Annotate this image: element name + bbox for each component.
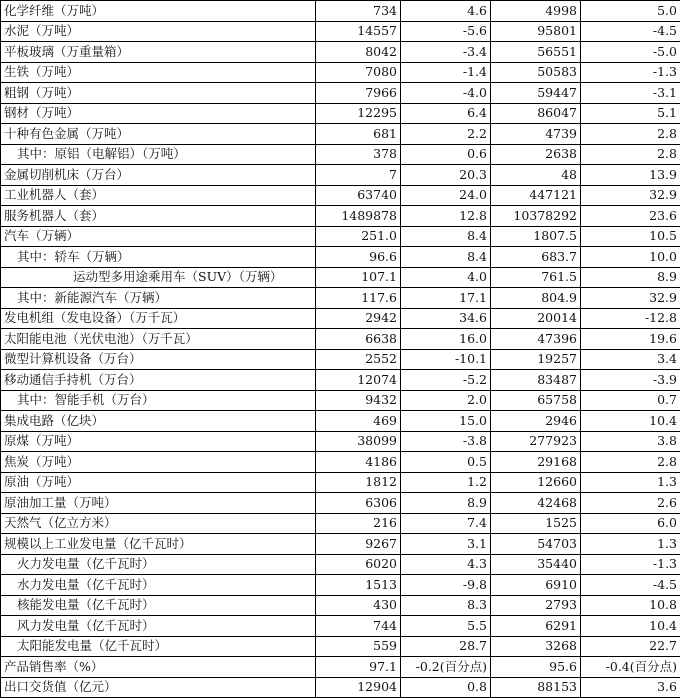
table-row [1, 62, 680, 83]
cumulative-output-cell: 277923 [491, 431, 581, 452]
month-output-cell: 7080 [316, 62, 401, 83]
month-growth-cell: 8.4 [401, 247, 491, 268]
cumulative-growth-cell: 6.0 [581, 513, 680, 534]
product-name-cell: 产品销售率（%） [1, 657, 316, 678]
month-output-cell: 251.0 [316, 226, 401, 247]
month-growth-cell: 0.6 [401, 144, 491, 165]
product-name-cell: 出口交货值（亿元） [1, 677, 316, 698]
product-name-cell: 集成电路（亿块） [1, 411, 316, 432]
month-growth-cell: 8.9 [401, 493, 491, 514]
cumulative-growth-cell: 32.9 [581, 288, 680, 309]
month-growth-cell: 8.4 [401, 226, 491, 247]
cumulative-growth-cell: 1.3 [581, 472, 680, 493]
cumulative-growth-cell: 2.6 [581, 493, 680, 514]
month-output-cell: 6020 [316, 554, 401, 575]
month-growth-cell: 4.3 [401, 554, 491, 575]
table-row [1, 247, 680, 268]
product-name-cell: 化学纤维（万吨） [1, 1, 316, 22]
product-name-cell: 平板玻璃（万重量箱） [1, 42, 316, 63]
table-row [1, 657, 680, 678]
month-output-cell: 96.6 [316, 247, 401, 268]
table-row [1, 165, 680, 186]
product-name-cell: 其中：轿车（万辆） [1, 247, 316, 268]
month-output-cell: 6306 [316, 493, 401, 514]
month-output-cell: 216 [316, 513, 401, 534]
table-row [1, 124, 680, 145]
month-growth-cell: 0.8 [401, 677, 491, 698]
cumulative-growth-cell: -4.5 [581, 575, 680, 596]
cumulative-output-cell: 4998 [491, 1, 581, 22]
table-body [1, 1, 680, 698]
table-row [1, 1, 680, 22]
product-name-cell: 水力发电量（亿千瓦时） [1, 575, 316, 596]
table-row [1, 575, 680, 596]
table-row [1, 431, 680, 452]
month-growth-cell: -9.8 [401, 575, 491, 596]
month-growth-cell: 6.4 [401, 103, 491, 124]
product-name-cell: 金属切削机床（万台） [1, 165, 316, 186]
product-name-cell: 工业机器人（套） [1, 185, 316, 206]
cumulative-output-cell: 761.5 [491, 267, 581, 288]
cumulative-output-cell: 2793 [491, 595, 581, 616]
month-output-cell: 7966 [316, 83, 401, 104]
cumulative-growth-cell: 13.9 [581, 165, 680, 186]
month-growth-cell: 2.2 [401, 124, 491, 145]
cumulative-growth-cell: 3.6 [581, 677, 680, 698]
product-name-cell: 微型计算机设备（万台） [1, 349, 316, 370]
month-output-cell: 1489878 [316, 206, 401, 227]
month-growth-cell: 12.8 [401, 206, 491, 227]
month-output-cell: 63740 [316, 185, 401, 206]
product-name-cell: 运动型多用途乘用车（SUV）（万辆） [1, 267, 316, 288]
month-growth-cell: 2.0 [401, 390, 491, 411]
table-row [1, 493, 680, 514]
month-output-cell: 97.1 [316, 657, 401, 678]
table-row [1, 329, 680, 350]
cumulative-growth-cell: -12.8 [581, 308, 680, 329]
month-output-cell: 6638 [316, 329, 401, 350]
cumulative-output-cell: 86047 [491, 103, 581, 124]
cumulative-output-cell: 2638 [491, 144, 581, 165]
cumulative-output-cell: 10378292 [491, 206, 581, 227]
month-output-cell: 469 [316, 411, 401, 432]
month-growth-cell: 4.0 [401, 267, 491, 288]
month-output-cell: 107.1 [316, 267, 401, 288]
month-growth-cell: 1.2 [401, 472, 491, 493]
month-output-cell: 2942 [316, 308, 401, 329]
cumulative-growth-cell: 10.4 [581, 616, 680, 637]
cumulative-growth-cell: 3.4 [581, 349, 680, 370]
month-growth-cell: 4.6 [401, 1, 491, 22]
month-output-cell: 38099 [316, 431, 401, 452]
month-growth-cell: 20.3 [401, 165, 491, 186]
cumulative-growth-cell: 8.9 [581, 267, 680, 288]
table-row [1, 206, 680, 227]
table-row [1, 390, 680, 411]
product-name-cell: 生铁（万吨） [1, 62, 316, 83]
cumulative-output-cell: 35440 [491, 554, 581, 575]
cumulative-growth-cell: 0.7 [581, 390, 680, 411]
table-row [1, 554, 680, 575]
cumulative-growth-cell: -0.4(百分点) [581, 657, 680, 678]
cumulative-growth-cell: 2.8 [581, 452, 680, 473]
cumulative-growth-cell: 22.7 [581, 636, 680, 657]
product-name-cell: 其中：智能手机（万台） [1, 390, 316, 411]
product-name-cell: 天然气（亿立方米） [1, 513, 316, 534]
product-name-cell: 原煤（万吨） [1, 431, 316, 452]
month-growth-cell: 24.0 [401, 185, 491, 206]
product-name-cell: 火力发电量（亿千瓦时） [1, 554, 316, 575]
table-row [1, 677, 680, 698]
product-name-cell: 太阳能电池（光伏电池）（万千瓦） [1, 329, 316, 350]
month-output-cell: 559 [316, 636, 401, 657]
cumulative-growth-cell: 10.0 [581, 247, 680, 268]
cumulative-growth-cell: -1.3 [581, 62, 680, 83]
table-row [1, 616, 680, 637]
cumulative-output-cell: 65758 [491, 390, 581, 411]
product-name-cell: 发电机组（发电设备）（万千瓦） [1, 308, 316, 329]
cumulative-output-cell: 683.7 [491, 247, 581, 268]
month-output-cell: 1812 [316, 472, 401, 493]
cumulative-growth-cell: 23.6 [581, 206, 680, 227]
table-row [1, 349, 680, 370]
product-name-cell: 焦炭（万吨） [1, 452, 316, 473]
product-name-cell: 十种有色金属（万吨） [1, 124, 316, 145]
cumulative-growth-cell: 10.8 [581, 595, 680, 616]
month-growth-cell: 28.7 [401, 636, 491, 657]
table-row [1, 144, 680, 165]
product-name-cell: 汽车（万辆） [1, 226, 316, 247]
cumulative-growth-cell: 10.5 [581, 226, 680, 247]
product-name-cell: 太阳能发电量（亿千瓦时） [1, 636, 316, 657]
table-row [1, 452, 680, 473]
table-row [1, 636, 680, 657]
month-output-cell: 1513 [316, 575, 401, 596]
month-output-cell: 12074 [316, 370, 401, 391]
product-name-cell: 风力发电量（亿千瓦时） [1, 616, 316, 637]
cumulative-growth-cell: -3.1 [581, 83, 680, 104]
product-name-cell: 水泥（万吨） [1, 21, 316, 42]
table-row [1, 21, 680, 42]
cumulative-output-cell: 6291 [491, 616, 581, 637]
cumulative-growth-cell: 5.1 [581, 103, 680, 124]
month-output-cell: 4186 [316, 452, 401, 473]
product-name-cell: 粗钢（万吨） [1, 83, 316, 104]
cumulative-growth-cell: 10.4 [581, 411, 680, 432]
product-name-cell: 移动通信手持机（万台） [1, 370, 316, 391]
product-name-cell: 规模以上工业发电量（亿千瓦时） [1, 534, 316, 555]
product-name-cell: 其中：新能源汽车（万辆） [1, 288, 316, 309]
month-growth-cell: 8.3 [401, 595, 491, 616]
month-growth-cell: 17.1 [401, 288, 491, 309]
cumulative-growth-cell: 5.0 [581, 1, 680, 22]
cumulative-output-cell: 42468 [491, 493, 581, 514]
cumulative-growth-cell: 32.9 [581, 185, 680, 206]
cumulative-output-cell: 59447 [491, 83, 581, 104]
product-name-cell: 原油（万吨） [1, 472, 316, 493]
month-output-cell: 430 [316, 595, 401, 616]
table-row [1, 226, 680, 247]
cumulative-output-cell: 19257 [491, 349, 581, 370]
table-row [1, 185, 680, 206]
cumulative-output-cell: 3268 [491, 636, 581, 657]
cumulative-output-cell: 95801 [491, 21, 581, 42]
cumulative-output-cell: 29168 [491, 452, 581, 473]
cumulative-output-cell: 804.9 [491, 288, 581, 309]
cumulative-output-cell: 4739 [491, 124, 581, 145]
month-output-cell: 378 [316, 144, 401, 165]
table-row [1, 411, 680, 432]
table-row [1, 472, 680, 493]
cumulative-growth-cell: 2.8 [581, 124, 680, 145]
month-growth-cell: 0.5 [401, 452, 491, 473]
cumulative-growth-cell: -3.9 [581, 370, 680, 391]
table-row [1, 595, 680, 616]
month-growth-cell: 3.1 [401, 534, 491, 555]
month-output-cell: 9432 [316, 390, 401, 411]
cumulative-output-cell: 88153 [491, 677, 581, 698]
table-row [1, 308, 680, 329]
product-name-cell: 钢材（万吨） [1, 103, 316, 124]
cumulative-growth-cell: -5.0 [581, 42, 680, 63]
cumulative-growth-cell: -1.3 [581, 554, 680, 575]
month-growth-cell: 16.0 [401, 329, 491, 350]
cumulative-output-cell: 447121 [491, 185, 581, 206]
month-output-cell: 744 [316, 616, 401, 637]
cumulative-output-cell: 6910 [491, 575, 581, 596]
table-row [1, 288, 680, 309]
cumulative-output-cell: 48 [491, 165, 581, 186]
month-growth-cell: -3.8 [401, 431, 491, 452]
cumulative-growth-cell: 1.3 [581, 534, 680, 555]
table-row [1, 42, 680, 63]
cumulative-output-cell: 95.6 [491, 657, 581, 678]
cumulative-output-cell: 20014 [491, 308, 581, 329]
month-output-cell: 734 [316, 1, 401, 22]
month-growth-cell: -1.4 [401, 62, 491, 83]
month-growth-cell: 34.6 [401, 308, 491, 329]
month-growth-cell: -5.2 [401, 370, 491, 391]
month-growth-cell: 15.0 [401, 411, 491, 432]
cumulative-output-cell: 1807.5 [491, 226, 581, 247]
cumulative-output-cell: 54703 [491, 534, 581, 555]
month-output-cell: 681 [316, 124, 401, 145]
product-name-cell: 其中：原铝（电解铝）（万吨） [1, 144, 316, 165]
month-growth-cell: -3.4 [401, 42, 491, 63]
cumulative-output-cell: 56551 [491, 42, 581, 63]
month-growth-cell: -0.2(百分点) [401, 657, 491, 678]
cumulative-output-cell: 83487 [491, 370, 581, 391]
cumulative-growth-cell: 19.6 [581, 329, 680, 350]
cumulative-growth-cell: -4.5 [581, 21, 680, 42]
month-growth-cell: -5.6 [401, 21, 491, 42]
cumulative-output-cell: 47396 [491, 329, 581, 350]
table-row [1, 83, 680, 104]
cumulative-output-cell: 1525 [491, 513, 581, 534]
month-output-cell: 2552 [316, 349, 401, 370]
month-output-cell: 14557 [316, 21, 401, 42]
table-row [1, 103, 680, 124]
table-row [1, 513, 680, 534]
cumulative-growth-cell: 3.8 [581, 431, 680, 452]
month-output-cell: 8042 [316, 42, 401, 63]
month-output-cell: 12904 [316, 677, 401, 698]
cumulative-output-cell: 2946 [491, 411, 581, 432]
product-name-cell: 核能发电量（亿千瓦时） [1, 595, 316, 616]
cumulative-output-cell: 12660 [491, 472, 581, 493]
table-row [1, 534, 680, 555]
month-output-cell: 9267 [316, 534, 401, 555]
product-name-cell: 原油加工量（万吨） [1, 493, 316, 514]
month-growth-cell: 5.5 [401, 616, 491, 637]
product-name-cell: 服务机器人（套） [1, 206, 316, 227]
cumulative-growth-cell: 2.8 [581, 144, 680, 165]
cumulative-output-cell: 50583 [491, 62, 581, 83]
month-output-cell: 7 [316, 165, 401, 186]
table-row [1, 370, 680, 391]
month-output-cell: 12295 [316, 103, 401, 124]
table-row [1, 267, 680, 288]
month-growth-cell: -10.1 [401, 349, 491, 370]
month-growth-cell: -4.0 [401, 83, 491, 104]
month-growth-cell: 7.4 [401, 513, 491, 534]
month-output-cell: 117.6 [316, 288, 401, 309]
